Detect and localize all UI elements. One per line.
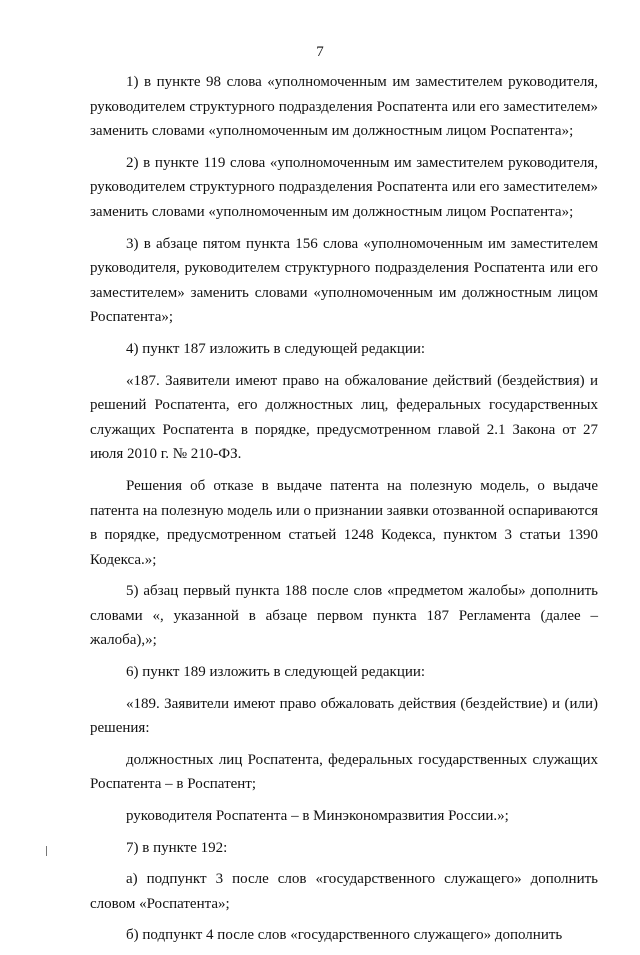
paragraph-12: 7) в пункте 192: xyxy=(126,839,228,856)
document-body xyxy=(90,70,598,955)
paragraph-14: б) подпункт 4 после слов «государственного служащего» дополнить xyxy=(126,927,563,944)
paragraph-11: руководителя Роспатента – в Минэкономразвития России.»; xyxy=(126,808,509,825)
paragraph-13: а) подпункт 3 после слов «государственного служащего» дополнить словом «Роспатента»; xyxy=(90,871,598,912)
paragraph-4: 4) пункт 187 изложить в следующей редакции: xyxy=(126,340,426,357)
paragraph-7: 5) абзац первый пункта 188 после слов «предметом жалобы» дополнить словами «, указанной в абзаце первом пункта 187 Регламента (далее – жалоба),»; xyxy=(90,583,598,649)
paragraph-1: 1) в пункте 98 слова «уполномоченным им заместителем руководителя, руководителем структурного подразделения Роспатента или его заместителем» заменить словами «уполномоченным им должностным лицом Роспатента»; xyxy=(90,74,598,140)
paragraph-5: «187. Заявители имеют право на обжалование действий (бездействия) и решений Роспатента, его должностных лиц, федеральных государственных служащих Роспатента в порядке, предусмотренном главой 2.1 Закона от 27 июля 2010 г. № 210-ФЗ. xyxy=(90,372,598,463)
paragraph-6: Решения об отказе в выдаче патента на полезную модель, о выдаче патента на полезную модель или о признании заявки отозванной оспариваются в порядке, предусмотренном статьей 1248 Кодекса, пунктом 3 статьи 1390 Кодекса.»; xyxy=(90,477,598,568)
scan-margin-mark xyxy=(46,846,47,856)
paragraph-9: «189. Заявители имеют право обжаловать действия (бездействие) и (или) решения: xyxy=(90,695,598,737)
paragraph-3: 3) в абзаце пятом пункта 156 слова «уполномоченным им заместителем руководителя, руководителем структурного подразделения Роспатента или его заместителем» заменить словами «уполномоченным им должностным лицом Роспатента»; xyxy=(90,235,598,326)
paragraph-10: должностных лиц Роспатента, федеральных государственных служащих Роспатента – в Роспатент; xyxy=(90,751,598,793)
page-number: 7 xyxy=(316,44,324,60)
paragraph-2: 2) в пункте 119 слова «уполномоченным им заместителем руководителя, руководителем структурного подразделения Роспатента или его заместителем» заменить словами «уполномоченным им должностным лицом Роспатента»; xyxy=(90,154,598,220)
paragraph-8: 6) пункт 189 изложить в следующей редакции: xyxy=(126,664,426,681)
